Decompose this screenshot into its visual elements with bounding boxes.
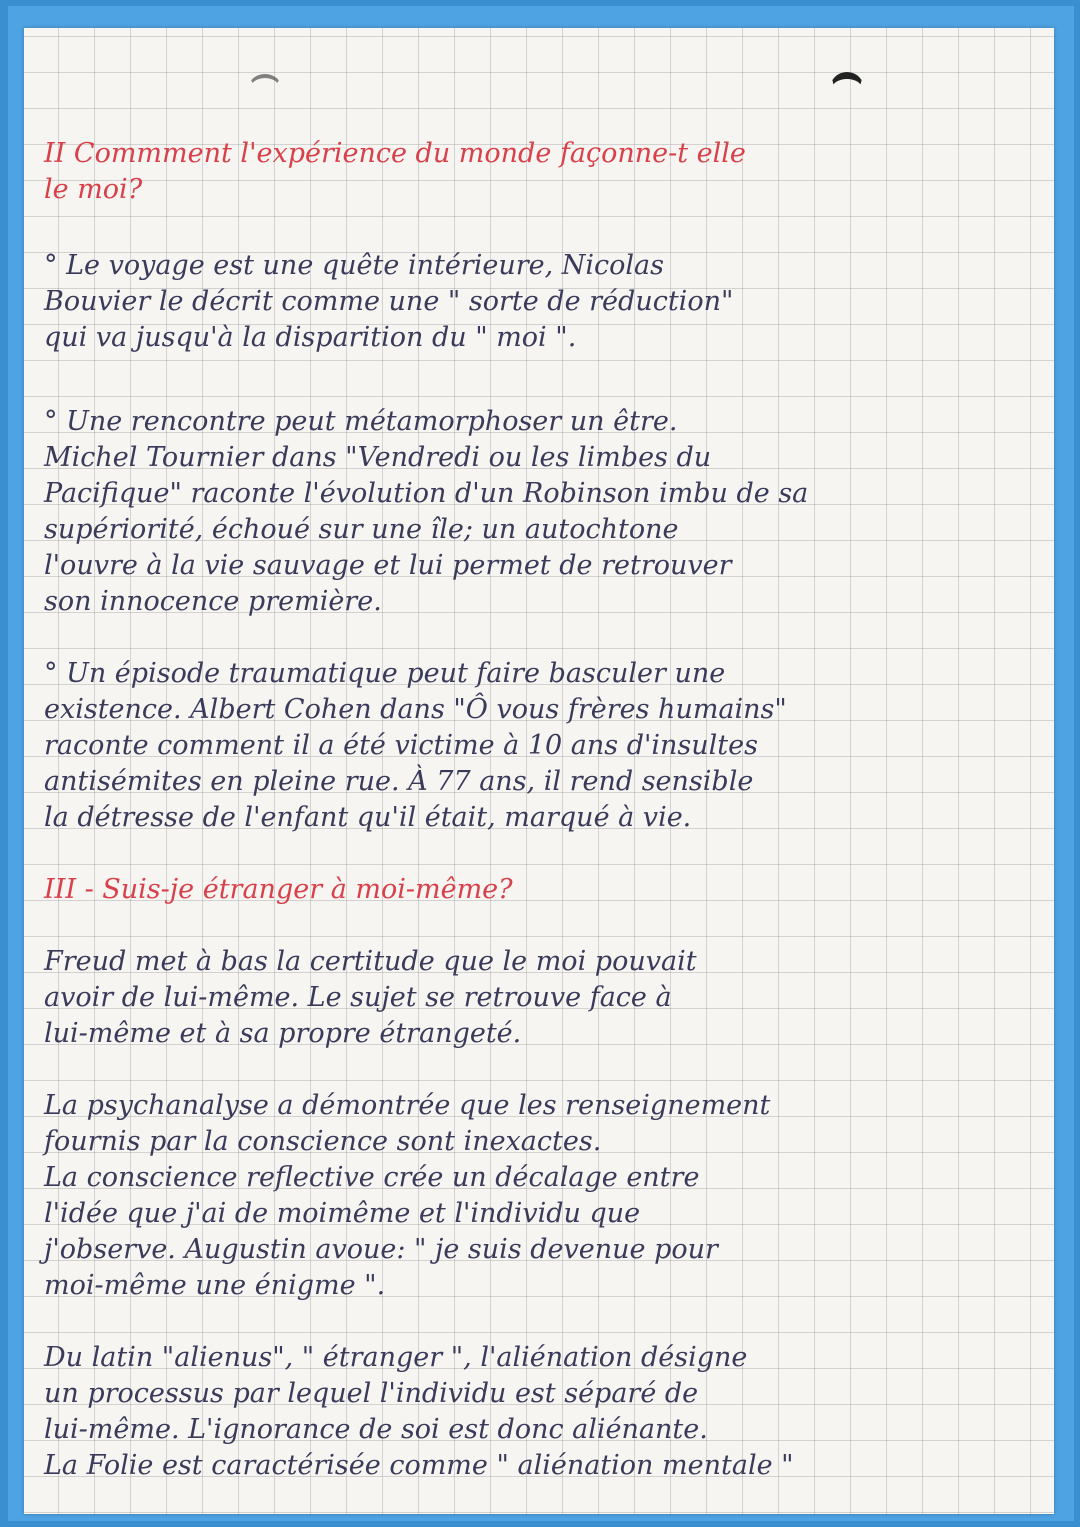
section-heading-2: II Commment l'expérience du monde façonne-t elle le moi?	[44, 138, 746, 205]
paragraph-psychanalyse: La psychanalyse a démontrée que les renseignement fournis par la conscience sont inexactes. La conscience reflective crée un décalage entre l'idée que j'ai de moimême et l'individu que j'observe. Augustin avoue: " je suis devenue pour moi-même une énigme ".	[44, 1090, 771, 1301]
paragraph-episode-traumatique: ° Un épisode traumatique peut faire basculer une existence. Albert Cohen dans "Ô vous frères humains" raconte comment il a été victime à 10 ans d'insultes antisémites en pleine rue. À 77 ans, il rend sensible la détresse de l'enfant qu'il était, marqué à vie.	[44, 658, 787, 833]
grid-paper-sheet	[24, 28, 1054, 1514]
punch-hole-right	[830, 72, 864, 105]
paragraph-voyage: ° Le voyage est une quête intérieure, Nicolas Bouvier le décrit comme une " sorte de réduction" qui va jusqu'à la disparition du " moi ".	[44, 250, 734, 353]
paragraph-freud: Freud met à bas la certitude que le moi pouvait avoir de lui-même. Le sujet se retrouve face à lui-même et à sa propre étrangeté.	[44, 946, 697, 1049]
section-heading-3: III - Suis-je étranger à moi-même?	[44, 874, 513, 905]
paragraph-rencontre: ° Une rencontre peut métamorphoser un être. Michel Tournier dans "Vendredi ou les limbes du Pacifique" raconte l'évolution d'un Robinson imbu de sa supériorité, échoué sur une île; un autochtone l'ouvre à la vie sauvage et lui permet de retrouver son innocence première.	[44, 406, 809, 617]
paragraph-alienation: Du latin "alienus", " étranger ", l'aliénation désigne un processus par lequel l'individu est séparé de lui-même. L'ignorance de soi est donc aliénante. La Folie est caractérisée comme " aliénation mentale "	[44, 1342, 794, 1481]
punch-hole-left	[248, 74, 282, 104]
